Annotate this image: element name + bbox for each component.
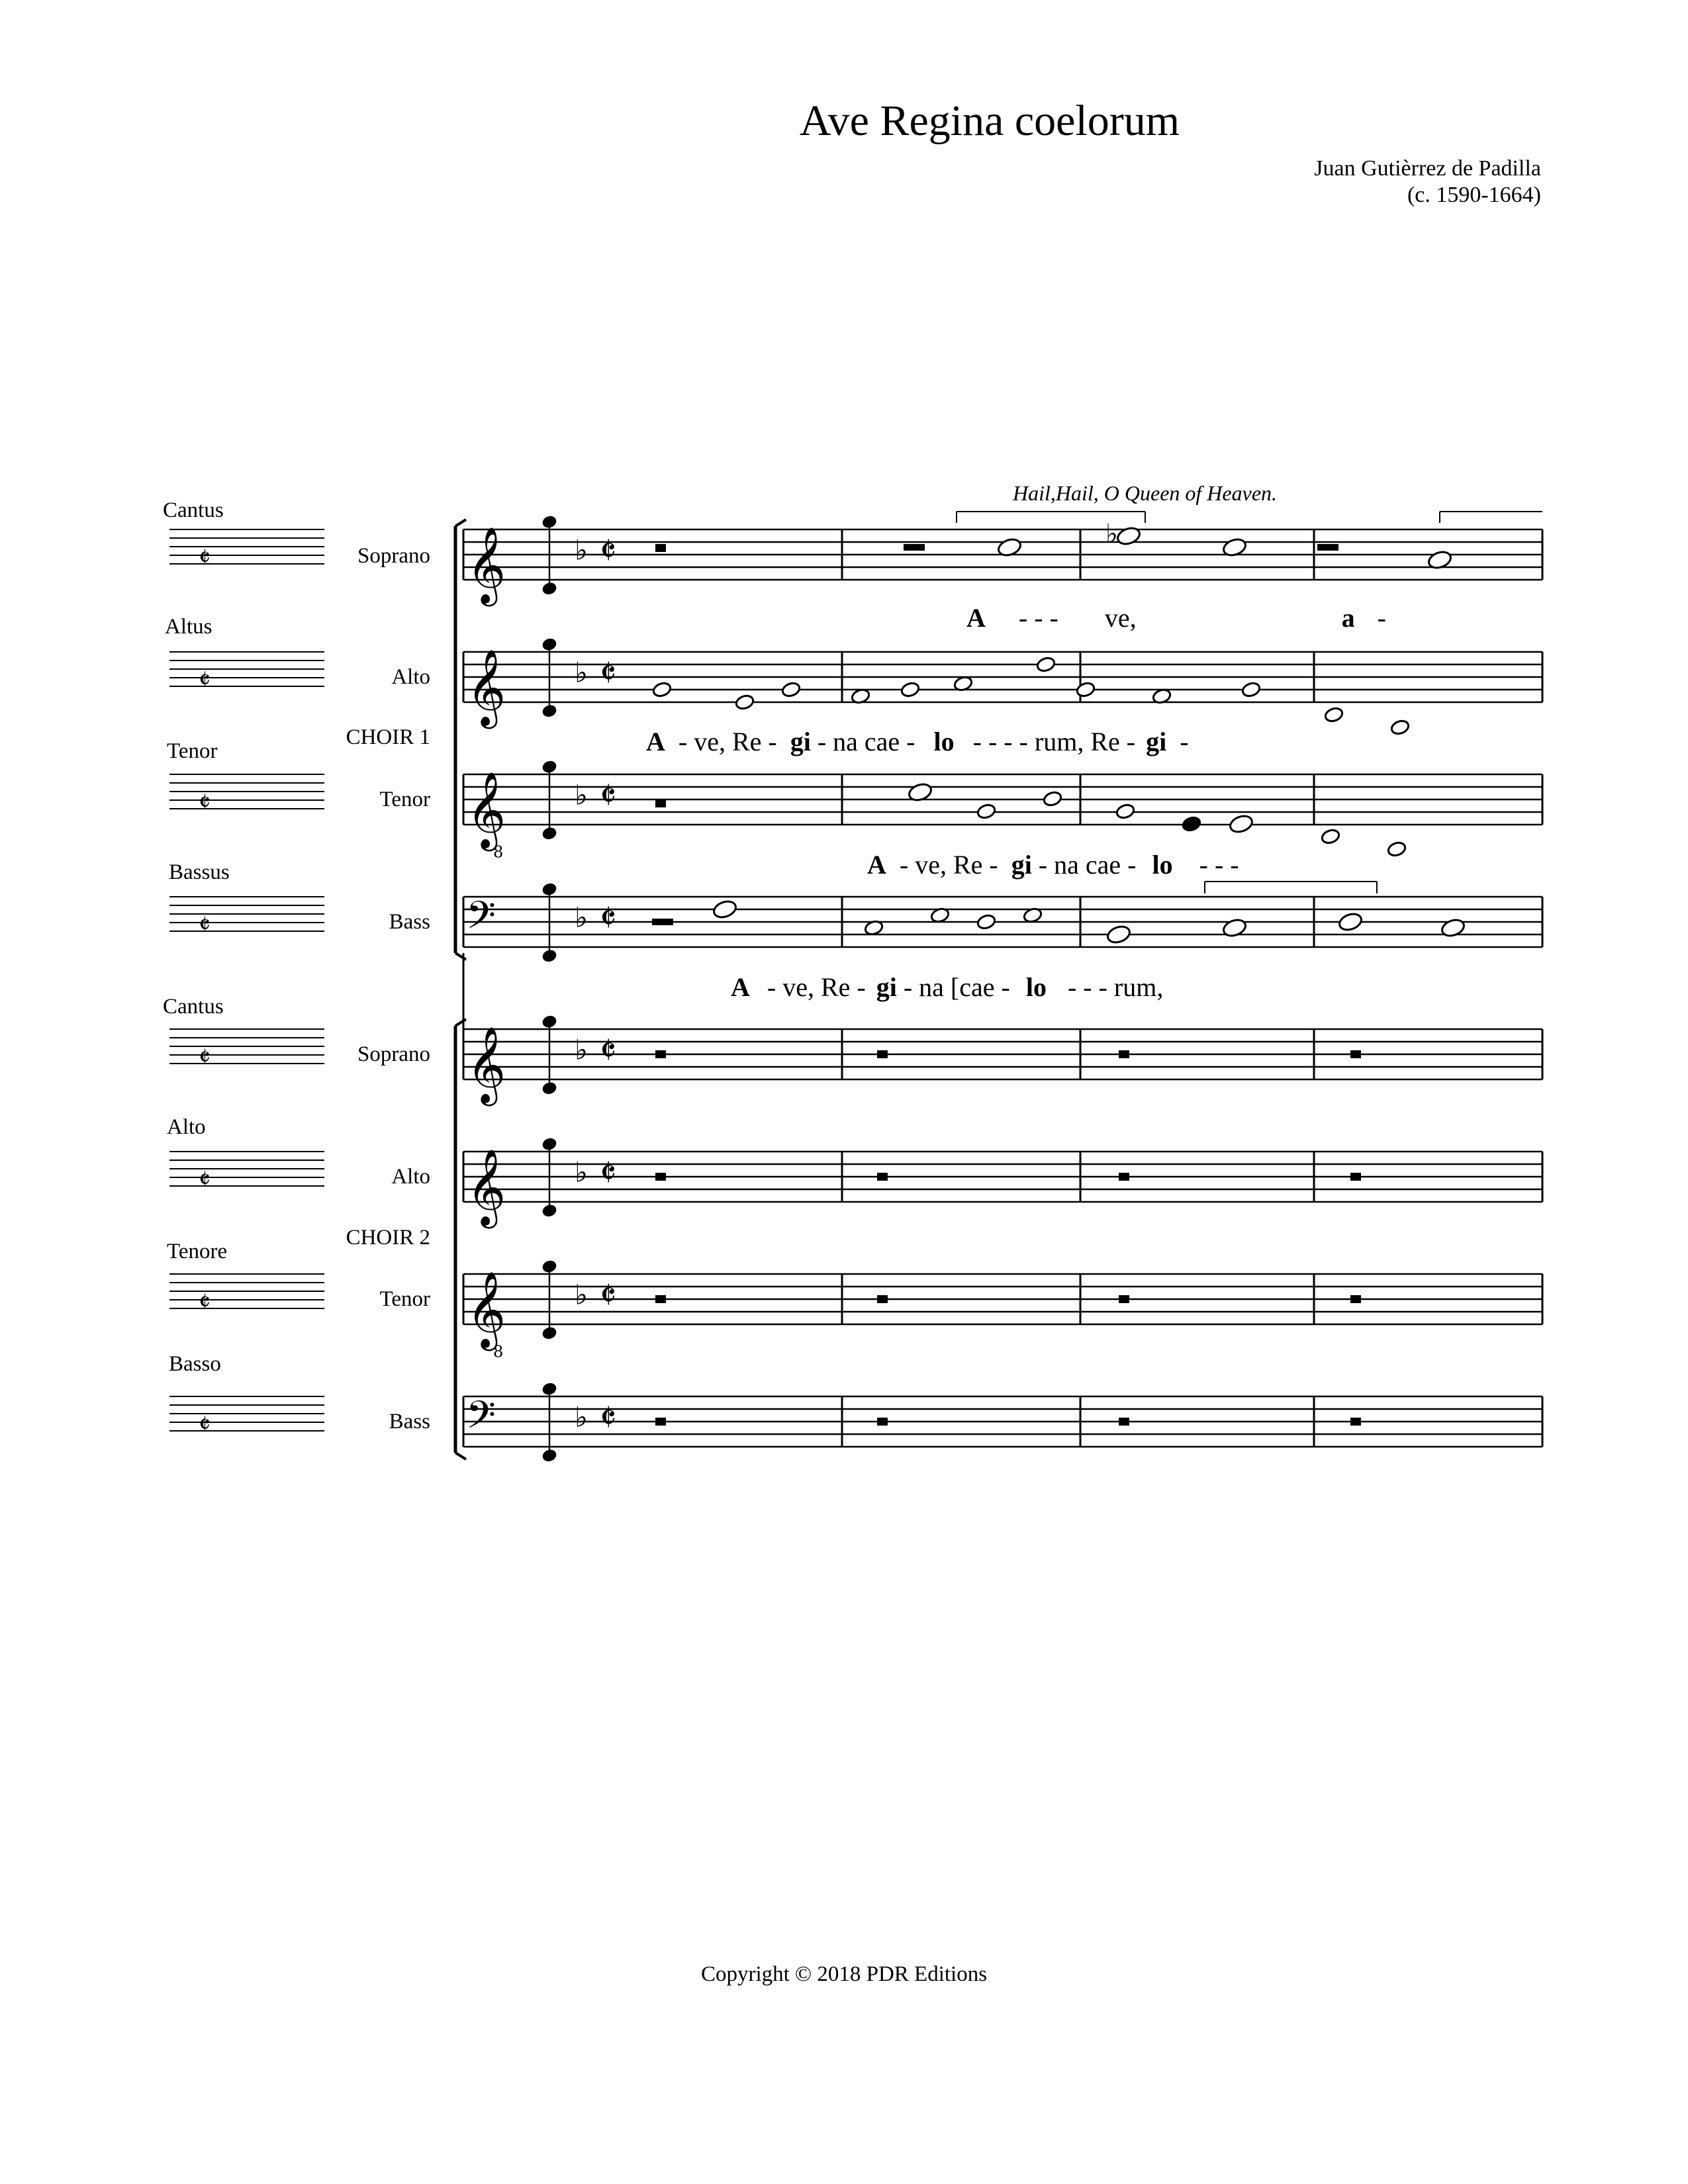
lyric-syllable: A — [731, 972, 750, 1002]
whole-rest — [877, 1295, 888, 1303]
part-name-tenor-2: Tenor — [379, 1287, 430, 1311]
whole-rest — [1119, 1418, 1129, 1426]
system-bracket — [455, 520, 466, 526]
half-note — [900, 681, 921, 698]
half-note — [652, 681, 673, 698]
whole-note — [712, 899, 737, 920]
half-note — [1115, 803, 1136, 820]
incipit-label-cantus-1: Cantus — [163, 498, 224, 522]
incipit-label-alto-2: Alto — [167, 1115, 206, 1139]
cut-time-icon: 𝄵 — [600, 897, 617, 940]
lyric-syllable: - na [cae - — [903, 972, 1010, 1002]
ambitus-note — [542, 1449, 557, 1462]
whole-rest — [1119, 1050, 1129, 1058]
double-whole-rest — [904, 544, 925, 551]
ambitus-note — [542, 1015, 557, 1028]
incipit-label-cantus-2: Cantus — [163, 995, 224, 1019]
whole-rest — [1119, 1295, 1129, 1303]
cut-time-icon: 𝄵 — [600, 774, 617, 818]
flat-icon: ♭ — [575, 1400, 588, 1433]
flat-icon: ♭ — [575, 656, 588, 689]
part-name-alto-2: Alto — [391, 1165, 430, 1189]
incipit-time-icon: 𝄵 — [199, 1042, 211, 1073]
incipit-label-basso-2: Basso — [169, 1352, 221, 1376]
lyric-syllable: lo — [1025, 972, 1047, 1002]
incipit-time-icon: 𝄵 — [199, 1410, 211, 1440]
lyric-syllable: - na cae - — [1038, 850, 1137, 880]
incipit-label-bassus-1: Bassus — [169, 860, 230, 884]
part-name-tenor-1: Tenor — [379, 788, 430, 811]
incipit-time-icon: 𝄵 — [199, 788, 211, 818]
bass-clef-icon: 𝄢 — [466, 1392, 496, 1447]
flat-icon: ♭ — [575, 778, 588, 811]
treble-clef-icon: 𝄞 — [467, 648, 506, 726]
lyric-syllable: - ve, Re - — [899, 850, 998, 880]
incipit-label-altus-1: Altus — [165, 615, 212, 639]
half-note — [1076, 681, 1096, 698]
half-note — [1390, 719, 1411, 736]
ambitus-note — [542, 582, 557, 595]
treble-clef-icon: 𝄞 — [467, 1148, 506, 1226]
half-note — [1387, 841, 1407, 858]
whole-note — [1228, 813, 1254, 835]
ambitus-note — [542, 1138, 557, 1150]
whole-note — [1105, 924, 1131, 945]
lyric-syllable: - ve, Re - — [767, 972, 866, 1002]
part-name-bass-2: Bass — [389, 1410, 430, 1433]
lyric-syllable: ve, — [1104, 603, 1137, 633]
half-note — [1043, 790, 1063, 807]
lyric-line-alto-1 — [646, 726, 1189, 757]
whole-rest — [1350, 1050, 1361, 1058]
incipit-time-icon: 𝄵 — [199, 1165, 211, 1195]
whole-rest — [1350, 1418, 1361, 1426]
incipit-time-icon: 𝄵 — [199, 1287, 211, 1318]
treble-clef-icon: 𝄞 — [467, 525, 506, 604]
lyric-syllable: - — [1180, 727, 1189, 756]
lyric-line-soprano-1 — [966, 602, 1386, 633]
lyric-line-bass-1 — [731, 972, 1163, 1003]
double-whole-rest — [1317, 544, 1338, 551]
ambitus-note — [542, 1260, 557, 1273]
composer-dates: (c. 1590-1664) — [1407, 183, 1541, 207]
whole-rest — [877, 1173, 888, 1181]
whole-rest — [1350, 1173, 1361, 1181]
part-name-bass-1: Bass — [389, 910, 430, 934]
incipit-label-tenore-2: Tenore — [167, 1240, 228, 1263]
cut-time-icon: 𝄵 — [600, 1152, 617, 1195]
ambitus-note — [542, 638, 557, 651]
octave-mark: 8 — [493, 842, 504, 862]
bass-clef-icon: 𝄢 — [466, 892, 496, 947]
half-note — [1324, 706, 1344, 723]
half-note — [1241, 681, 1262, 698]
system-bracket — [455, 1453, 466, 1459]
flat-icon: ♭ — [575, 1033, 588, 1066]
ambitus-note — [542, 760, 557, 773]
whole-note — [1440, 917, 1466, 938]
lyric-syllable: A — [867, 850, 886, 880]
incipit-time-icon: 𝄵 — [199, 910, 211, 940]
flat-icon: ♭ — [575, 1278, 588, 1311]
composer-name: Juan Gutièrrez de Padilla — [1314, 156, 1541, 181]
part-name-soprano-2: Soprano — [357, 1042, 430, 1066]
cut-time-icon: 𝄵 — [600, 1274, 617, 1318]
choir-label-1: CHOIR 1 — [346, 725, 430, 749]
lyric-syllable: - ve, Re - — [678, 727, 777, 756]
lyric-syllable: - - - — [1018, 603, 1058, 633]
half-note — [1321, 828, 1341, 845]
lyric-syllable: - - - — [1199, 850, 1239, 880]
cut-time-icon: 𝄵 — [600, 652, 617, 696]
lyric-syllable: A — [646, 727, 665, 756]
lyric-syllable: a — [1341, 603, 1355, 633]
whole-rest — [877, 1050, 888, 1058]
lyric-syllable: lo — [1152, 850, 1173, 880]
flat-icon: ♭ — [575, 1156, 588, 1189]
whole-rest — [1119, 1173, 1129, 1181]
whole-rest — [655, 1418, 666, 1426]
lyric-syllable: - — [1377, 603, 1386, 633]
treble-clef-icon: 𝄞 — [467, 1025, 506, 1103]
ambitus-note — [542, 1327, 557, 1340]
whole-rest — [655, 799, 666, 807]
whole-note — [1337, 911, 1363, 933]
quarter-note — [1182, 815, 1202, 833]
lyric-syllable: A — [966, 603, 986, 633]
incipit-time-icon: 𝄵 — [199, 665, 211, 696]
flat-icon: ♭ — [575, 901, 588, 934]
part-name-soprano-1: Soprano — [357, 544, 430, 568]
half-note — [976, 913, 997, 931]
ambitus-note — [542, 1205, 557, 1217]
system-bracket — [455, 953, 466, 960]
lyric-syllable: gi — [790, 727, 811, 756]
lyric-syllable: - - - - rum, Re - — [972, 727, 1136, 756]
octave-mark: 8 — [493, 1342, 504, 1361]
whole-rest — [1350, 1295, 1361, 1303]
lyric-syllable: - na cae - — [817, 727, 915, 756]
whole-rest — [877, 1418, 888, 1426]
double-whole-rest — [652, 919, 673, 925]
lyric-line-tenor-1 — [867, 849, 1239, 880]
cut-time-icon: 𝄵 — [600, 529, 617, 573]
choir-label-2: CHOIR 2 — [346, 1226, 430, 1250]
half-note — [976, 803, 997, 820]
lyric-syllable: gi — [876, 972, 897, 1002]
copyright-notice: Copyright © 2018 PDR Editions — [700, 1962, 988, 1986]
treble-clef-icon: 𝄞 — [467, 770, 506, 848]
ambitus-note — [542, 516, 557, 528]
lyric-syllable: - - - rum, — [1067, 972, 1164, 1002]
ambitus-note — [542, 1082, 557, 1095]
ambitus-note — [542, 950, 557, 962]
flat-icon: ♭ — [575, 533, 588, 567]
ambitus-note — [542, 883, 557, 895]
treble-clef-icon: 𝄞 — [467, 1270, 506, 1348]
incipit-label-tenor-1: Tenor — [167, 739, 218, 763]
page-title: Ave Regina coelorum — [799, 97, 1180, 145]
translation-text: Hail,Hail, O Queen of Heaven. — [1013, 481, 1278, 505]
half-note — [1036, 656, 1056, 673]
ambitus-note — [542, 705, 557, 717]
whole-rest — [655, 1295, 666, 1303]
half-note — [781, 681, 802, 698]
whole-rest — [655, 544, 666, 552]
ambitus-note — [542, 827, 557, 840]
whole-rest — [655, 1173, 666, 1181]
cut-time-icon: 𝄵 — [600, 1396, 617, 1440]
lyric-syllable: gi — [1146, 727, 1167, 756]
lyric-syllable: gi — [1011, 850, 1032, 880]
system-bracket — [455, 1019, 466, 1026]
whole-rest — [655, 1050, 666, 1058]
incipit-time-icon: 𝄵 — [199, 543, 211, 573]
whole-note — [1221, 917, 1247, 938]
part-name-alto-1: Alto — [391, 665, 430, 689]
cut-time-icon: 𝄵 — [600, 1029, 617, 1073]
flat-icon: ♭ — [1105, 519, 1118, 549]
lyric-syllable: lo — [933, 727, 955, 756]
whole-note — [1115, 525, 1141, 547]
half-note — [735, 694, 755, 711]
ambitus-note — [542, 1383, 557, 1395]
